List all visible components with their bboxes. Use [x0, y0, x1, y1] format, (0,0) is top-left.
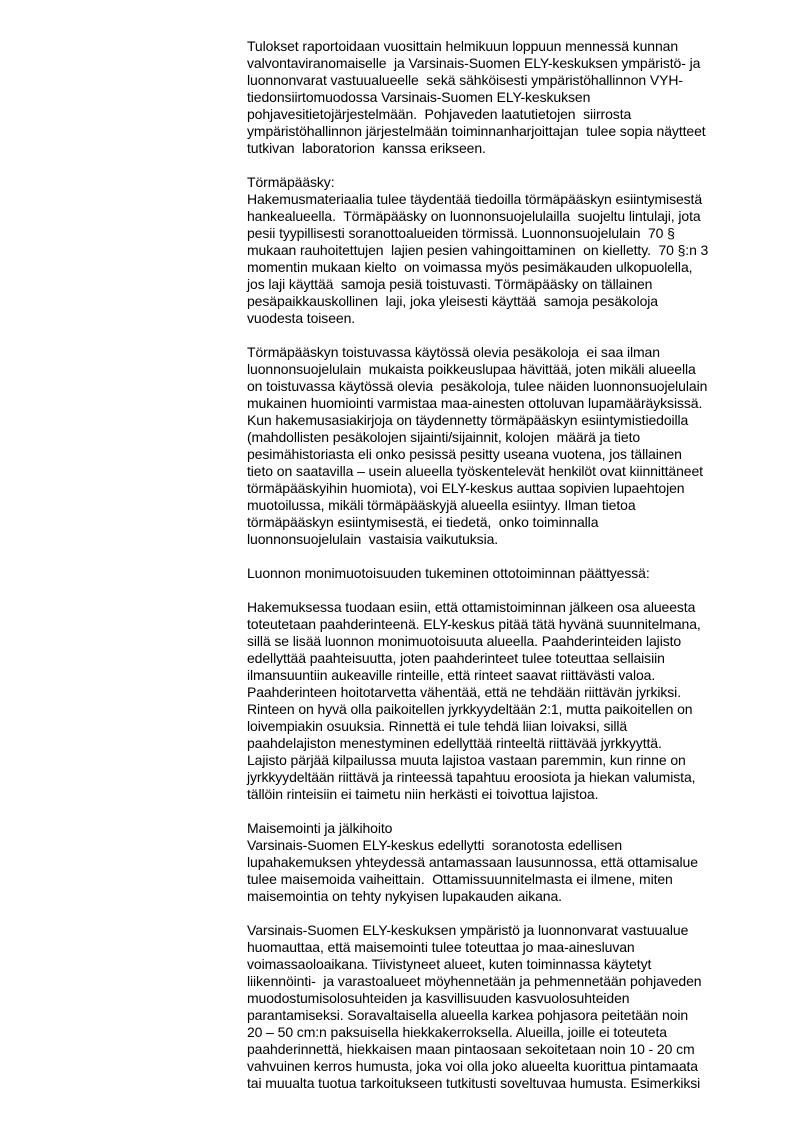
text-line: huomauttaa, että maisemointi tulee toteuttaa jo maa-ainesluvan — [247, 939, 635, 955]
paragraph — [247, 344, 708, 548]
text-line: Hakemuksessa tuodaan esiin, että ottamistoiminnan jälkeen osa alueesta — [247, 599, 696, 615]
text-line: Tulokset raportoidaan vuosittain helmikuun loppuun mennessä kunnan — [247, 38, 679, 54]
text-line: tulee maisemoida vaiheittain. Ottamissuunnitelmasta ei ilmene, miten — [247, 871, 673, 887]
text-line: muotoilussa, mikäli törmäpääskyjä alueella esiintyy. Ilman tietoa — [247, 497, 636, 513]
text-line: toteutetaan paahderinteenä. ELY-keskus pitää tätä hyvänä suunnitelmana, — [247, 616, 701, 632]
text-line: vuodesta toiseen. — [247, 310, 356, 326]
text-line: paahdelajiston menestyminen edellyttää rinteeltä riittävää jyrkkyyttä. — [247, 735, 662, 751]
text-line: on toistuvassa käytössä olevia pesäkoloja, tulee näiden luonnonsuojelulain — [247, 378, 708, 394]
text-line: Varsinais-Suomen ELY-keskuksen ympäristö ja luonnonvarat vastuualue — [247, 922, 689, 938]
text-line: voimassaoloaikana. Tiivistyneet alueet, kuten toiminnassa käytetyt — [247, 956, 652, 972]
text-line: vahvuinen kerros humusta, joka voi olla joko alueelta kuorittua pintamaata — [247, 1058, 698, 1074]
paragraph — [247, 38, 708, 157]
text-line: Varsinais-Suomen ELY-keskus edellytti soranotosta edellisen — [247, 837, 623, 853]
text-line: Lajisto pärjää kilpailussa muuta lajistoa vastaan paremmin, kun rinne on — [247, 752, 686, 768]
text-line: momentin mukaan kielto on voimassa myös pesimäkauden ulkopuolella, — [247, 259, 693, 275]
paragraph — [247, 820, 708, 905]
text-line: hankealueella. Törmäpääsky on luonnonsuojelulailla suojeltu lintulaji, jota — [247, 208, 701, 224]
text-line: tai muualta tuotua tarkoitukseen tutkitusti soveltuvaa humusta. Esimerkiksi — [247, 1075, 701, 1091]
text-line: loivempiakin osuuksia. Rinnettä ei tule tehdä liian loivaksi, sillä — [247, 718, 628, 734]
text-line: luonnonsuojelulain vastaisia vaikutuksia. — [247, 531, 499, 547]
text-line: jyrkkyydeltään riittävä ja rinteessä tapahtuu eroosiota ja hiekan valumista, — [247, 769, 696, 785]
paragraph — [247, 174, 708, 327]
text-line: maisemointia on tehty nykyisen lupakauden aikana. — [247, 888, 562, 904]
text-line: valvontaviranomaiselle ja Varsinais-Suomen ELY-keskuksen ympäristö- ja — [247, 55, 701, 71]
text-line: ympäristöhallinnon järjestelmään toiminnanharjoittajan tulee sopia näytteet — [247, 123, 706, 139]
text-line: Luonnon monimuotoisuuden tukeminen ottotoiminnan päättyessä: — [247, 565, 650, 581]
text-line: sillä se lisää luonnon monimuotoisuuta alueella. Paahderinteiden lajisto — [247, 633, 682, 649]
text-line: Rinteen on hyvä olla paikoitellen jyrkkyydeltään 2:1, mutta paikoitellen on — [247, 701, 693, 717]
text-line: parantamiseksi. Soravaltaisella alueella karkea pohjasora peitetään noin — [247, 1007, 689, 1023]
text-line: luonnonsuojelulain mukaista poikkeuslupaa hävittää, joten mikäli alueella — [247, 361, 696, 377]
text-line: Paahderinteen hoitotarvetta vähentää, että ne tehdään riittävän jyrkiksi. — [247, 684, 681, 700]
text-line: törmäpääskyihin huomiota), voi ELY-keskus auttaa sopivien lupaehtojen — [247, 480, 685, 496]
text-line: pesii tyypillisesti soranottoalueiden törmissä. Luonnonsuojelulain 70 § — [247, 225, 675, 241]
text-line: Kun hakemusasiakirjoja on täydennetty törmäpääskyn esiintymistiedoilla — [247, 412, 689, 428]
text-line: jos laji käyttää samoja pesiä toistuvasti. Törmäpääsky on tällainen — [247, 276, 653, 292]
text-line: ilmansuuntiin aukeaville rinteille, että rinteet saavat riittävästi valoa. — [247, 667, 656, 683]
text-line: pohjavesitietojärjestelmään. Pohjaveden laatutietojen siirrosta — [247, 106, 632, 122]
text-line: Törmäpääsky: — [247, 174, 335, 190]
text-line: muodostumisolosuhteiden ja kasvillisuuden kasvuolosuhteiden — [247, 990, 630, 1006]
text-line: liikennöinti- ja varastoalueet möyhennetään ja pehmennetään pohjaveden — [247, 973, 702, 989]
text-line: luonnonvarat vastuualueelle sekä sähköisesti ympäristöhallinnon VYH- — [247, 72, 683, 88]
text-line: lupahakemuksen yhteydessä antamassaan lausunnossa, että ottamisalue — [247, 854, 698, 870]
text-line: törmäpääskyn esiintymisestä, ei tiedetä, onko toiminnalla — [247, 514, 599, 530]
text-line: tällöin rinteisiin ei taimetu niin herkästi ei toivottua lajistoa. — [247, 786, 599, 802]
text-line: tutkivan laboratorion kanssa erikseen. — [247, 140, 486, 156]
text-line: mukaan rauhoitettujen lajien pesien vahingoittaminen on kielletty. 70 §:n 3 — [247, 242, 709, 258]
text-line: tiedonsiirtomuodossa Varsinais-Suomen ELY-keskuksen — [247, 89, 591, 105]
text-line: Törmäpääskyn toistuvassa käytössä olevia pesäkoloja ei saa ilman — [247, 344, 660, 360]
text-line: Hakemusmateriaalia tulee täydentää tiedoilla törmäpääskyn esiintymisestä — [247, 191, 703, 207]
text-line: Maisemointi ja jälkihoito — [247, 820, 393, 836]
text-line: pesäpaikkauskollinen laji, joka yleisesti käyttää samoja pesäkoloja — [247, 293, 658, 309]
text-column — [247, 38, 708, 1092]
text-line: mukainen huomiointi varmistaa maa-ainesten ottoluvan lupamääräyksissä. — [247, 395, 703, 411]
text-line: tieto on saatavilla – usein alueella työskentelevät henkilöt ovat kiinnittäneet — [247, 463, 703, 479]
text-line: 20 – 50 cm:n paksuisella hiekkakerroksella. Alueilla, joille ei toteuteta — [247, 1024, 667, 1040]
paragraph — [247, 922, 708, 1092]
paragraph — [247, 599, 708, 803]
text-line: pesimähistoriasta eli onko pesissä pesitty useana vuotena, jos tällainen — [247, 446, 682, 462]
paragraph — [247, 565, 708, 582]
text-line: paahderinnettä, hiekkaisen maan pintaosaan sekoitetaan noin 10 - 20 cm — [247, 1041, 695, 1057]
text-line: (mahdollisten pesäkolojen sijainti/sijainnit, kolojen määrä ja tieto — [247, 429, 641, 445]
text-line: edellyttää paahteisuutta, joten paahderinteet tulee toteuttaa sellaisiin — [247, 650, 665, 666]
